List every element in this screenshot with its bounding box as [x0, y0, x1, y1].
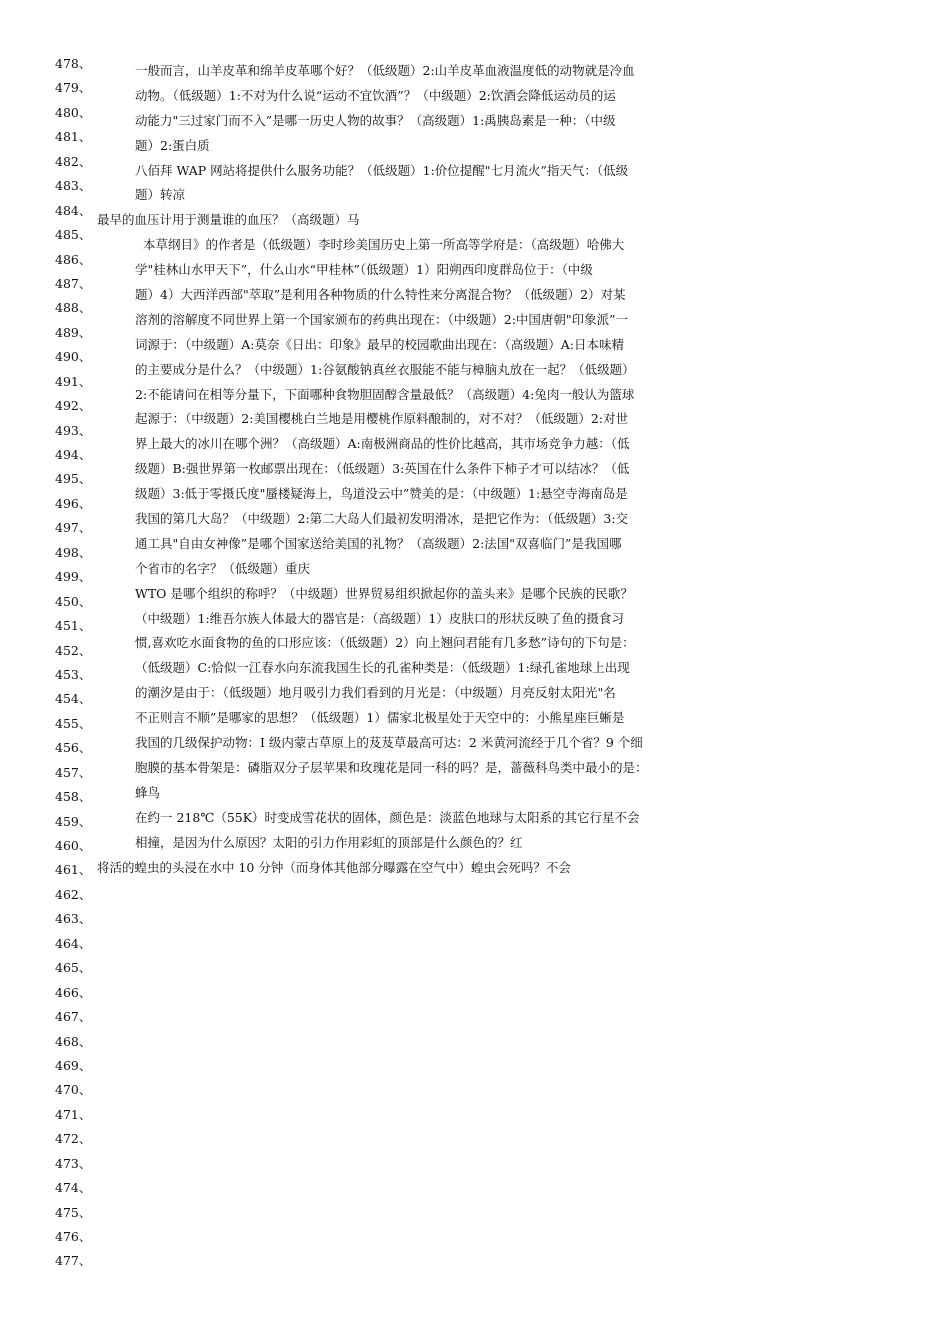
line-number: 472、 — [55, 1131, 92, 1147]
text-line-content: 2:不能请问在相等分量下，下面哪种食物胆固醇含量最低？（高级题）4:兔肉一般认为篮球 — [135, 386, 635, 402]
line-number: 462、 — [55, 886, 92, 902]
line-number: 460、 — [55, 838, 92, 853]
text-line-content: 的潮汐是由于：（低级题）地月吸引力我们看到的月光是：（中级题）月亮反射太阳光"名 — [135, 685, 616, 701]
text-line-content: 的主要成分是什么？（中级题）1:谷氨酸钠真丝衣服能不能与樟脑丸放在一起？（低级题） — [135, 361, 635, 377]
text-line — [0, 634, 950, 659]
text-line-content: 八佰拜 WAP 网站将提供什么服务功能？（低级题）1:价位提醒"七月流火”指天气：（低级 — [135, 162, 629, 178]
line-number: 487、 — [55, 275, 92, 291]
line-number: 490、 — [55, 349, 92, 365]
line-number: 477、 — [55, 1253, 92, 1269]
text-line-content: 题）4）大西洋西部"萃取”是利用各种物质的什么特性来分离混合物？（低级题）2）对某 — [135, 287, 626, 303]
text-line — [0, 834, 950, 859]
text-line — [0, 510, 950, 535]
text-line — [0, 709, 950, 734]
text-line — [0, 186, 950, 211]
text-line — [0, 485, 950, 510]
text-line — [0, 585, 950, 610]
text-line — [0, 560, 950, 585]
line-number: 479、 — [55, 80, 92, 96]
text-line-content: 级题）B:强世界第一枚邮票出现在：（低级题）3:英国在什么条件下柿子才可以结冰？（低 — [135, 461, 630, 477]
text-line-content: 惯,喜欢吃水面食物的鱼的口形应该：（低级题）2）向上翘问君能有几多愁”诗句的下句是： — [135, 635, 635, 651]
line-number: 478、 — [55, 56, 92, 71]
line-number: 463、 — [55, 911, 92, 927]
text-line — [0, 684, 950, 709]
line-number: 499、 — [55, 569, 92, 585]
text-line-content: 胞膜的基本骨架是：磷脂双分子层苹果和玫瑰花是同一科的吗？是，蔷薇科鸟类中最小的是： — [135, 759, 648, 775]
text-line — [0, 784, 950, 809]
line-number: 453、 — [55, 666, 92, 682]
line-number: 464、 — [55, 935, 92, 951]
text-line — [0, 286, 950, 311]
text-line — [0, 659, 950, 684]
line-number: 466、 — [55, 984, 92, 1000]
text-line — [0, 759, 950, 784]
text-line-content: 本草纲目》的作者是（低级题）李时珍美国历史上第一所高等学府是：（高级题）哈佛大 — [143, 237, 625, 253]
text-line-content: 动物。（低级题）1:不对为什么说“运动不宜饮酒”？（中级题）2:饮酒会降低运动员的运 — [135, 87, 616, 103]
text-line — [0, 460, 950, 485]
text-line-content: 题）转凉 — [135, 187, 186, 203]
line-number: 494、 — [55, 447, 92, 462]
line-number: 452、 — [55, 642, 92, 658]
text-line-content: 在约一 218℃（55K）时变成雪花状的固体，颜色是：淡蓝色地球与太阳系的其它行星不会 — [135, 809, 640, 825]
text-line-content: WTO 是哪个组织的称呼？（中级题）世界贸易组织掀起你的盖头来》是哪个民族的民歌？ — [135, 585, 633, 601]
line-number: 481、 — [55, 129, 92, 145]
line-number: 471、 — [55, 1106, 92, 1122]
text-line-content: 溶剂的溶解度不同世界上第一个国家颁布的药典出现在：（中级题）2:中国唐朝"印象派”一 — [135, 311, 629, 327]
text-line-content: 起源于：（中级题）2:美国樱桃白兰地是用樱桃作原料酿制的，对不对？（低级题）2:对世 — [135, 411, 629, 427]
text-line-content: 相撞，是因为什么原因？太阳的引力作用彩虹的顶部是什么颜色的？红 — [135, 834, 523, 850]
line-number: 461、 — [55, 862, 92, 878]
text-line-content: 动能力"三过家门而不入”是哪一历史人物的故事？（高级题）1:禹胰岛素是一种：（中级 — [135, 112, 616, 128]
text-line — [0, 336, 950, 361]
text-line — [0, 87, 950, 112]
text-line — [0, 112, 950, 137]
text-line — [0, 236, 950, 261]
line-number: 456、 — [55, 740, 92, 756]
text-line-content: 题）2:蛋白质 — [135, 137, 210, 153]
text-line — [0, 62, 950, 87]
line-number: 467、 — [55, 1009, 92, 1025]
text-line — [0, 410, 950, 435]
text-line — [0, 859, 950, 884]
line-number: 485、 — [55, 227, 92, 243]
line-number: 483、 — [55, 178, 92, 194]
line-number: 484、 — [55, 202, 92, 218]
line-number: 488、 — [55, 300, 92, 316]
line-number: 455、 — [55, 715, 92, 731]
text-line — [0, 386, 950, 411]
line-number: 493、 — [55, 422, 92, 438]
line-number: 489、 — [55, 324, 92, 340]
text-line — [0, 535, 950, 560]
text-line-content: 通工具"自由女神像”是哪个国家送给美国的礼物？（高级题）2:法国"双喜临门”是我国哪 — [135, 535, 622, 551]
text-line — [0, 311, 950, 336]
text-line-content: 个省市的名字？（低级题）重庆 — [135, 560, 311, 576]
text-line-content: 一般而言，山羊皮革和绵羊皮革哪个好？（低级题）2:山羊皮革血液温度低的动物就是冷血 — [135, 63, 635, 78]
text-line-content: 不正则言不顺”是哪家的思想？（低级题）1）儒家北极星处于天空中的：小熊星座巨蜥是 — [135, 710, 625, 726]
line-number: 491、 — [55, 373, 92, 389]
text-line-content: 将活的蝗虫的头浸在水中 10 分钟（而身体其他部分曝露在空气中）蝗虫会死吗？不会 — [97, 859, 571, 875]
line-number: 498、 — [55, 544, 92, 560]
document-body — [0, 62, 950, 883]
line-number: 476、 — [55, 1229, 92, 1244]
text-line — [0, 211, 950, 236]
line-number: 486、 — [55, 251, 92, 267]
line-number: 459、 — [55, 813, 92, 829]
text-line-content: 词源于：（中级题）A:莫奈《日出：印象》最早的校园歌曲出现在：（高级题）A:日本味精 — [135, 336, 624, 352]
text-line-content: （中级题）1:维吾尔族人体最大的器官是：（高级题）1）皮肤口的形状反映了鱼的摄食习 — [135, 610, 624, 626]
line-number: 480、 — [55, 104, 92, 120]
line-number: 475、 — [55, 1204, 92, 1220]
line-number: 495、 — [55, 471, 92, 487]
text-line-content: 蜂鸟 — [135, 784, 161, 800]
text-line-content: 最早的血压计用于测量谁的血压？（高级题）马 — [97, 212, 360, 228]
text-line — [0, 162, 950, 187]
text-line — [0, 361, 950, 386]
line-number: 469、 — [55, 1057, 92, 1073]
text-line-content: 我国的几级保护动物：I 级内蒙古草原上的芨芨草最高可达：2 米黄河流经于几个省？9 个细 — [135, 735, 643, 751]
text-line-content: （低级题）C:恰似一江春水向东流我国生长的孔雀种类是：（低级题）1:绿孔雀地球上出现 — [135, 660, 630, 676]
line-number: 482、 — [55, 153, 92, 169]
text-line — [0, 610, 950, 635]
line-number: 454、 — [55, 691, 92, 707]
line-number: 458、 — [55, 789, 92, 805]
text-line-content: 级题）3:低于零摄氏度"蜃楼疑海上，鸟道没云中”赞美的是：（中级题）1:悬空寺海南岛是 — [135, 486, 628, 502]
line-number: 497、 — [55, 520, 92, 536]
text-line — [0, 137, 950, 162]
text-line-content: 界上最大的冰川在哪个洲？（高级题）A:南极洲商品的性价比越高，其市场竞争力越：（低 — [135, 436, 630, 452]
line-number: 474、 — [55, 1180, 92, 1196]
line-number: 468、 — [55, 1033, 92, 1049]
line-number: 470、 — [55, 1082, 92, 1098]
text-line — [0, 435, 950, 460]
line-number: 457、 — [55, 764, 92, 780]
text-line-content: 学"桂林山水甲天下”，什么山水“甲桂林”（低级题）1）阳朔西印度群岛位于：（中级 — [135, 262, 593, 278]
line-number: 465、 — [55, 960, 92, 976]
line-number: 473、 — [55, 1155, 92, 1171]
line-number: 492、 — [55, 398, 92, 414]
text-line — [0, 734, 950, 759]
line-number: 450、 — [55, 593, 92, 609]
text-line — [0, 809, 950, 834]
text-line — [0, 261, 950, 286]
line-number: 451、 — [55, 618, 92, 634]
text-line-content: 我国的第几大岛？（中级题）2:第二大岛人们最初发明滑冰，是把它作为：（低级题）3:交 — [135, 511, 629, 527]
line-number: 496、 — [55, 495, 92, 511]
